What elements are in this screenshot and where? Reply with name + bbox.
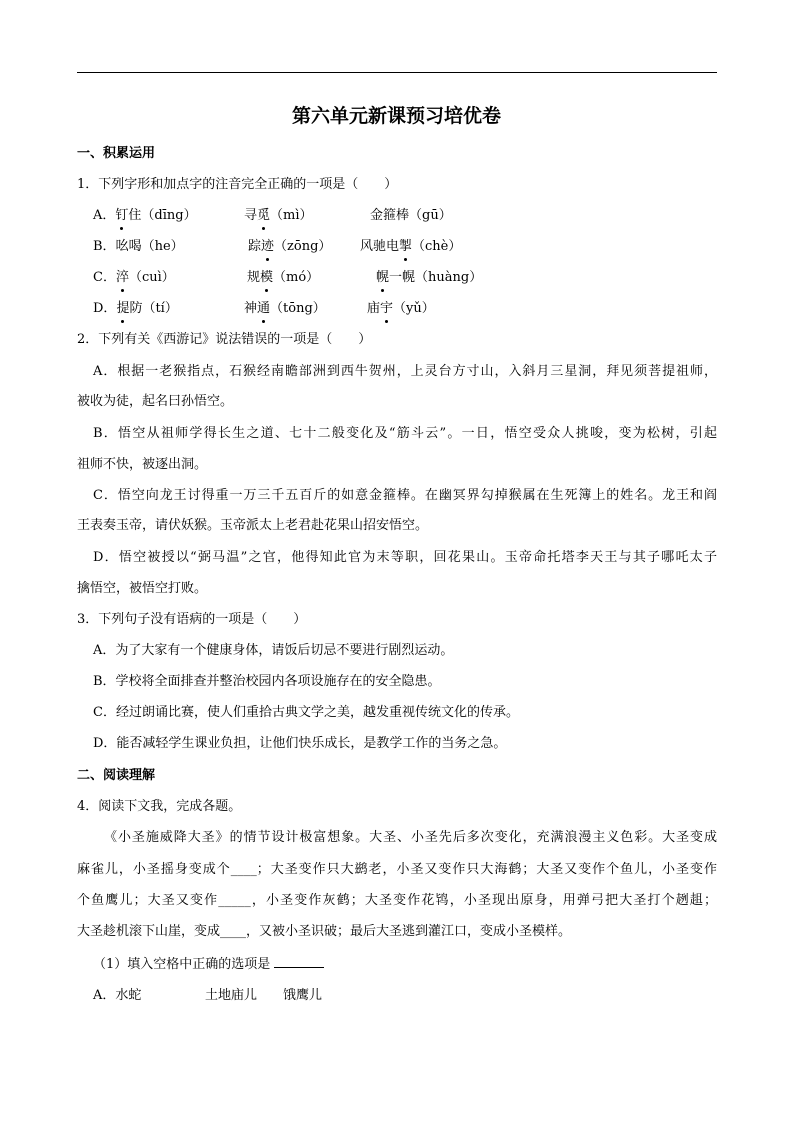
q3-option-a: A．为了大家有一个健康身体，请饭后切忌不要进行剧烈运动。	[93, 643, 454, 658]
option-label: B．	[93, 239, 116, 254]
answer-blank[interactable]	[274, 955, 324, 968]
word-text: 庙	[367, 301, 381, 316]
word-text: 吆	[115, 239, 129, 254]
word-text: 棒（gū）	[396, 208, 452, 223]
q3-option-b: B．学校将全面排查并整治校园内各项设施存在的安全隐患。	[93, 674, 441, 689]
passage-line-1: 《小圣施威降大圣》的情节设计极富想象。大圣、小圣先后多次变化，充满浪漫主义色彩。大圣变成	[104, 830, 717, 845]
word-text: 住（dīng）	[128, 208, 197, 223]
option-text: A．水蛇	[93, 988, 142, 1003]
option-text: 土地庙儿	[205, 988, 258, 1003]
question-3-stem: 3．下列句子没有语病的一项是（ ）	[77, 612, 307, 627]
page-title: 第六单元新课预习培优卷	[291, 105, 501, 127]
word-text: 踪	[248, 239, 262, 254]
option-label: A．	[93, 208, 116, 223]
q2-option-c-line1: C．悟空向龙王讨得重一万三千五百斤的如意金箍棒。在幽冥界勾掉猴属在生死簿上的姓名。龙王和阎	[93, 488, 717, 503]
q2-option-d-line2: 擒悟空，被悟空打败。	[77, 581, 208, 596]
word-text: （mì）	[270, 208, 313, 223]
q2-option-b-line2: 祖师不快，被逐出洞。	[77, 457, 208, 472]
word-text: 一幌（huàng）	[389, 270, 483, 285]
section-heading-2: 二、阅读理解	[77, 768, 156, 783]
dotted-char: 模	[260, 268, 273, 288]
dotted-char: 宇	[380, 299, 393, 319]
question-4-stem: 4．阅读下文我，完成各题。	[77, 799, 242, 814]
dotted-char: 淬	[116, 268, 129, 288]
option-label: C．	[93, 270, 116, 285]
section-heading-1: 一、积累运用	[77, 146, 156, 161]
option-label: D．	[93, 301, 117, 316]
passage-line-2: 麻雀儿，小圣摇身变成个____；大圣变作只大鹚老，小圣又变作只大海鹤；大圣又变作个鱼儿，小圣变作	[77, 862, 717, 877]
word-text: （cuì）	[128, 270, 175, 285]
dotted-char: 掣	[399, 237, 412, 257]
word-text: （mó）	[273, 270, 320, 285]
dotted-char: 幌	[376, 268, 389, 288]
word-text: 金	[370, 208, 384, 223]
dotted-char: 钉	[115, 206, 128, 226]
word-text: 规	[247, 270, 261, 285]
passage-line-3: 个鱼鹰儿；大圣又变作_____，小圣变作灰鹤；大圣变作花鸨，小圣现出原身，用弹弓把大圣打个趔趄；	[77, 893, 717, 908]
dotted-char: 通	[257, 299, 270, 319]
sub-question-1	[93, 955, 324, 975]
word-text: 防（tí）	[129, 301, 178, 316]
dotted-char: 提	[116, 299, 129, 319]
option-text: 饿鹰儿	[283, 988, 323, 1003]
sub-question-1-text: （1）填入空格中正确的选项是	[93, 957, 271, 972]
word-text: （tōng）	[270, 301, 326, 316]
passage-line-4: 大圣趁机滚下山崖，变成____，又被小圣识破；最后大圣逃到灌江口，变成小圣模样。	[77, 924, 572, 939]
dotted-char: 觅	[257, 206, 270, 226]
q2-option-a-line1: A．根据一老猴指点，石猴经南瞻部洲到西牛贺州，上灵台方寸山，入斜月三星洞，拜见须菩提祖师，	[93, 364, 717, 379]
q3-option-d: D．能否减轻学生课业负担，让他们快乐成长，是教学工作的当务之急。	[93, 736, 507, 751]
word-text: 风驰电	[360, 239, 400, 254]
q2-option-d-line1: D．悟空被授以“弼马温”之官，他得知此官为末等职，回花果山。玉帝命托塔李天王与其子哪吒太子	[93, 550, 717, 565]
q2-option-c-line2: 王表奏玉帝，请伏妖猴。玉帝派太上老君赴花果山招安悟空。	[77, 518, 429, 533]
dotted-char: 迹	[261, 237, 274, 257]
header-rule	[77, 72, 717, 73]
word-text: （zōng）	[274, 239, 332, 254]
word-text: 箍	[383, 208, 397, 223]
word-text: 寻	[244, 208, 258, 223]
question-1-stem: 1．下列字形和加点字的注音完全正确的一项是（ ）	[77, 177, 398, 192]
word-text: 神	[244, 301, 258, 316]
word-text: （chè）	[412, 239, 462, 254]
question-2-stem: 2．下列有关《西游记》说法错误的一项是（ ）	[77, 332, 372, 347]
q2-option-a-line2: 被收为徒，起名曰孙悟空。	[77, 394, 234, 409]
word-text: （yǔ）	[393, 301, 435, 316]
word-text: 喝（he）	[128, 239, 184, 254]
q2-option-b-line1: B．悟空从祖师学得长生之道、七十二般变化及“筋斗云”。一日，悟空受众人挑唆，变为松树，引起	[93, 426, 717, 441]
q3-option-c: C．经过朗诵比赛，使人们重拾古典文学之美，越发重视传统文化的传承。	[93, 705, 519, 720]
